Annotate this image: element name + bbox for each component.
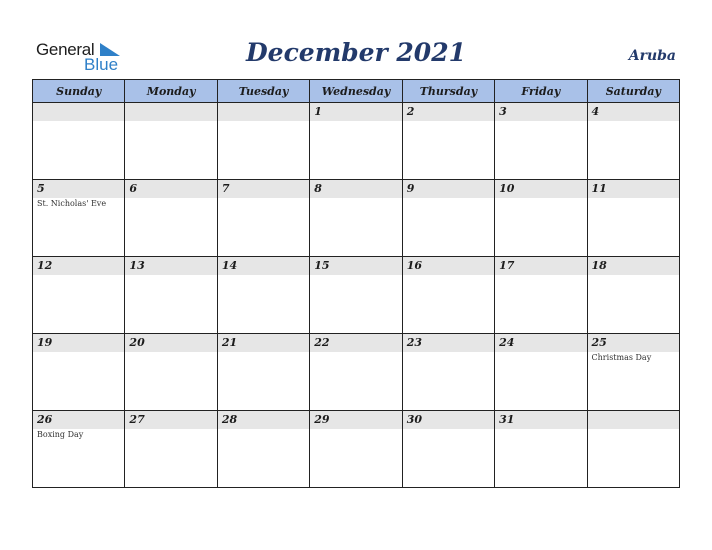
day-cell[interactable]: [33, 411, 125, 488]
day-cell[interactable]: [495, 257, 587, 334]
day-cell[interactable]: [217, 103, 309, 180]
day-cell[interactable]: [217, 180, 309, 257]
weekday-header: Monday: [125, 80, 217, 103]
day-cell[interactable]: [587, 334, 679, 411]
day-cell[interactable]: [125, 411, 217, 488]
logo-text-general: General: [36, 40, 95, 59]
day-cell[interactable]: [402, 257, 494, 334]
logo-text-blue: Blue: [84, 55, 119, 74]
day-cell[interactable]: [495, 103, 587, 180]
day-number: [33, 103, 124, 121]
day-cell[interactable]: [217, 257, 309, 334]
day-number: 15: [310, 257, 401, 275]
day-number: 7: [218, 180, 309, 198]
week-row: [33, 257, 680, 334]
weekday-header-row: [33, 80, 680, 103]
day-number: 22: [310, 334, 401, 352]
day-number: 2: [403, 103, 494, 121]
day-cell[interactable]: [125, 334, 217, 411]
day-cell[interactable]: [310, 103, 402, 180]
day-cell[interactable]: [33, 334, 125, 411]
day-number: [218, 103, 309, 121]
day-cell[interactable]: [310, 411, 402, 488]
day-cell[interactable]: [402, 103, 494, 180]
holiday-label: Christmas Day: [591, 353, 652, 362]
week-row: [33, 103, 680, 180]
calendar-grid: [32, 79, 680, 488]
weekday-header: Tuesday: [217, 80, 309, 103]
day-number: 10: [495, 180, 586, 198]
holiday-label: St. Nicholas' Eve: [37, 199, 107, 208]
calendar-title: December 2021: [245, 38, 466, 67]
day-number: 30: [403, 411, 494, 429]
day-number: 31: [495, 411, 586, 429]
day-cell[interactable]: [587, 103, 679, 180]
day-cell[interactable]: [587, 257, 679, 334]
day-number: [125, 103, 216, 121]
day-number: [588, 411, 679, 429]
day-cell[interactable]: [33, 257, 125, 334]
day-number: 14: [218, 257, 309, 275]
day-number: 16: [403, 257, 494, 275]
weekday-header: Saturday: [587, 80, 679, 103]
day-cell[interactable]: [402, 411, 494, 488]
day-number: 4: [588, 103, 679, 121]
day-number: 9: [403, 180, 494, 198]
week-row: [33, 180, 680, 257]
day-number: 6: [125, 180, 216, 198]
weekday-header: Sunday: [33, 80, 125, 103]
day-number: 11: [588, 180, 679, 198]
country-label: Aruba: [628, 48, 676, 64]
week-row: [33, 334, 680, 411]
day-cell[interactable]: [402, 334, 494, 411]
weekday-header: Thursday: [402, 80, 494, 103]
day-cell[interactable]: [125, 180, 217, 257]
day-cell[interactable]: [310, 257, 402, 334]
day-cell[interactable]: [587, 411, 679, 488]
weekday-header: Wednesday: [310, 80, 402, 103]
day-number: 21: [218, 334, 309, 352]
day-number: 12: [33, 257, 124, 275]
day-cell[interactable]: [125, 257, 217, 334]
day-cell[interactable]: [495, 411, 587, 488]
holiday-label: Boxing Day: [37, 430, 84, 439]
day-cell[interactable]: [587, 180, 679, 257]
day-cell[interactable]: [310, 180, 402, 257]
day-number: 27: [125, 411, 216, 429]
day-cell[interactable]: [495, 334, 587, 411]
day-cell[interactable]: [402, 180, 494, 257]
day-number: 18: [588, 257, 679, 275]
day-number: 19: [33, 334, 124, 352]
day-cell[interactable]: [33, 180, 125, 257]
day-cell[interactable]: [310, 334, 402, 411]
day-cell[interactable]: [125, 103, 217, 180]
day-cell[interactable]: [217, 334, 309, 411]
day-number: 13: [125, 257, 216, 275]
day-number: 3: [495, 103, 586, 121]
day-cell[interactable]: [495, 180, 587, 257]
day-number: 5: [33, 180, 124, 198]
day-cell[interactable]: [217, 411, 309, 488]
day-number: 1: [310, 103, 401, 121]
day-number: 25: [588, 334, 679, 352]
day-number: 17: [495, 257, 586, 275]
day-number: 24: [495, 334, 586, 352]
day-number: 28: [218, 411, 309, 429]
day-number: 23: [403, 334, 494, 352]
week-row: [33, 411, 680, 488]
day-number: 26: [33, 411, 124, 429]
day-number: 20: [125, 334, 216, 352]
day-cell[interactable]: [33, 103, 125, 180]
day-number: 8: [310, 180, 401, 198]
weekday-header: Friday: [495, 80, 587, 103]
day-number: 29: [310, 411, 401, 429]
